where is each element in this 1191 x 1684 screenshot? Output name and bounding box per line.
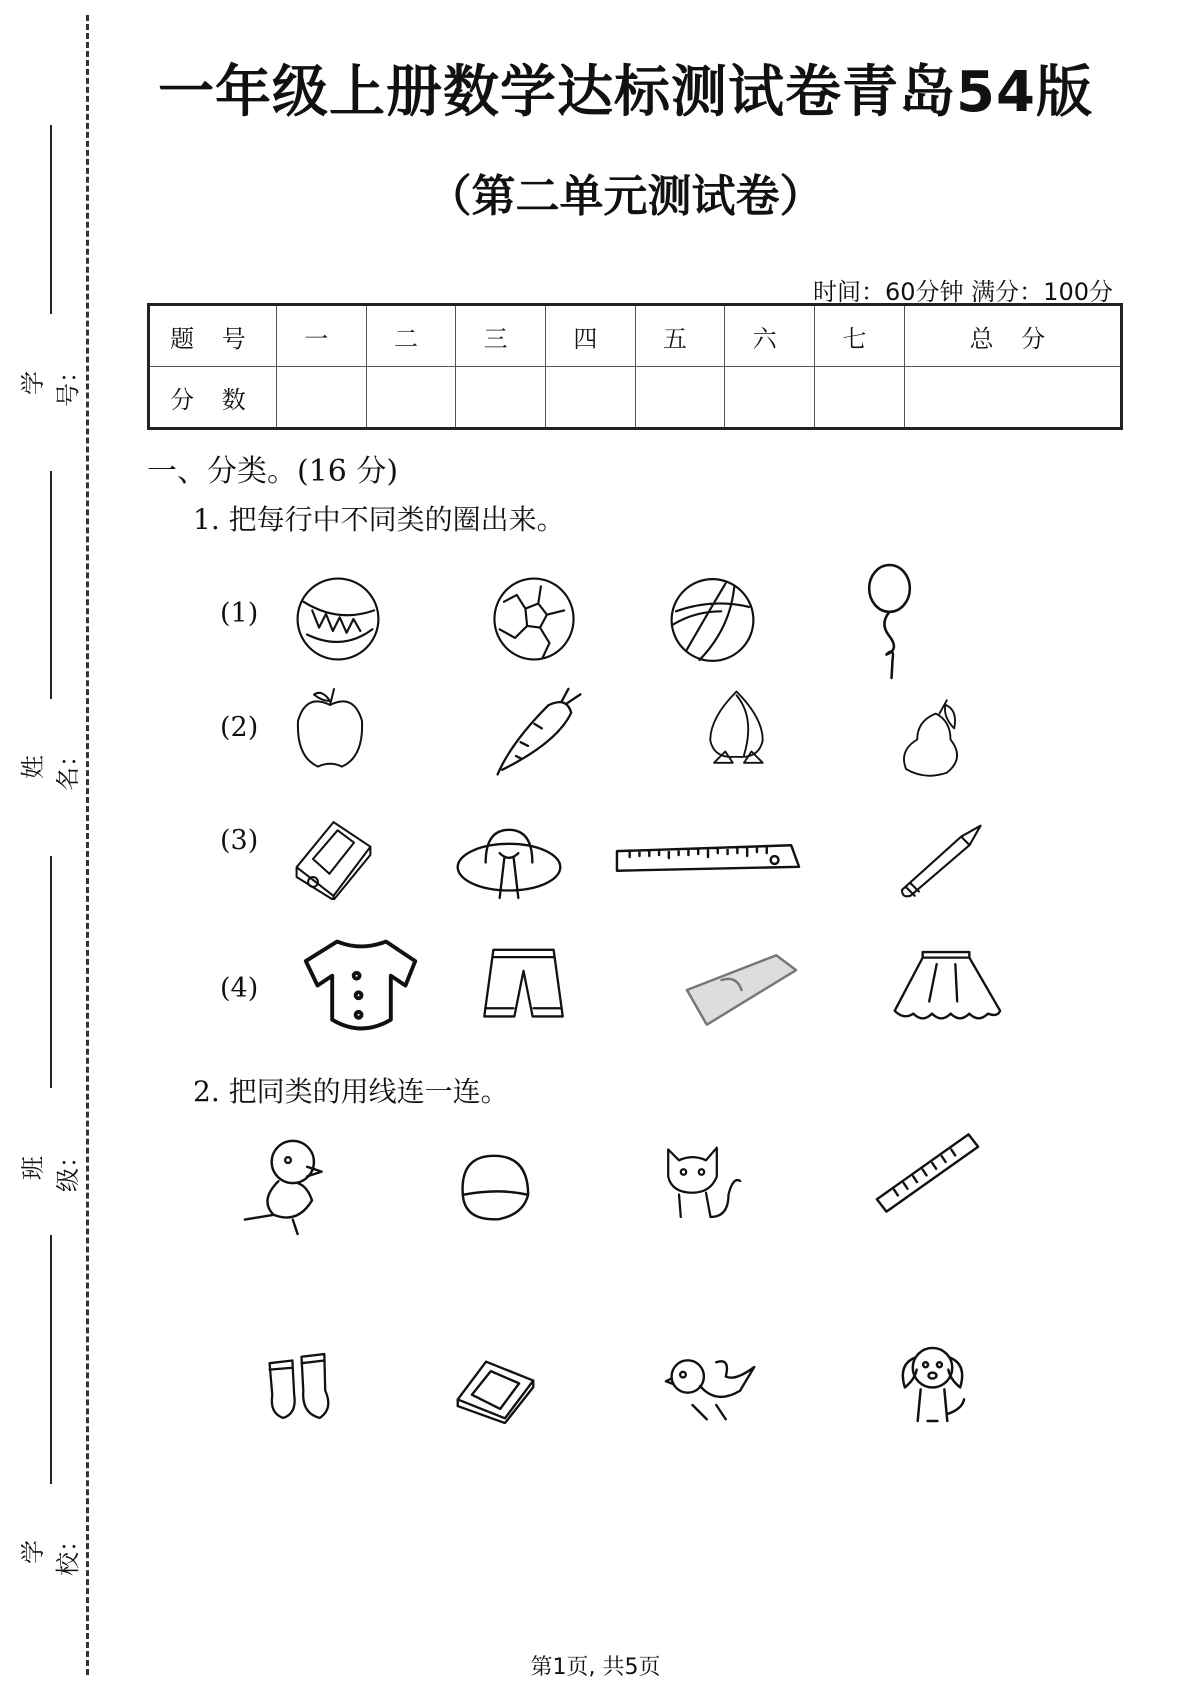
row-label: (3): [220, 825, 259, 856]
row-label: (4): [220, 973, 259, 1004]
book-icon: [453, 1356, 538, 1424]
ruler-icon: [615, 843, 801, 873]
table-header-cell: 一: [277, 305, 367, 367]
score-cell: [635, 367, 725, 429]
score-cell: [546, 367, 636, 429]
class-label: 班级：: [19, 1144, 82, 1192]
page-subtitle: （第二单元测试卷）: [427, 171, 824, 222]
sun-hat-icon: [453, 825, 565, 900]
puppy-icon: [893, 1340, 972, 1424]
striped-ball-icon: [295, 574, 381, 664]
score-cell: [725, 367, 815, 429]
flying-bird-icon: [663, 1348, 760, 1424]
socks-icon: [265, 1348, 338, 1424]
binding-dashed-line: [86, 15, 89, 1675]
soccer-ball-icon: [491, 574, 577, 664]
score-cell: [456, 367, 546, 429]
bird-icon: [240, 1132, 336, 1240]
class-line: [50, 856, 52, 1088]
ruler-icon-2: [875, 1132, 980, 1214]
peach-icon: [699, 684, 774, 774]
shorts-icon: [482, 948, 565, 1021]
name-line: [50, 471, 52, 699]
table-header-cell: 六: [725, 305, 815, 367]
score-cell: [366, 367, 456, 429]
score-cell: [277, 367, 367, 429]
question-2: 2. 把同类的用线连一连。: [193, 1075, 509, 1108]
table-header-cell: 三: [456, 305, 546, 367]
table-row: [149, 305, 1122, 367]
table-header-cell: 四: [546, 305, 636, 367]
table-header-cell: 题 号: [149, 305, 277, 367]
basketball-icon: [669, 576, 756, 664]
student-id-label: 学号：: [19, 359, 82, 407]
page-title: 一年级上册数学达标测试卷青岛54版: [158, 60, 1093, 125]
table-header-cell: 五: [635, 305, 725, 367]
section-heading: 一、分类。(16 分): [147, 454, 399, 489]
school-label: 学校：: [19, 1528, 82, 1576]
page-number: 第1页, 共5页: [530, 1655, 661, 1680]
cat-icon: [661, 1140, 742, 1222]
carrot-icon: [493, 684, 585, 782]
score-cell: [904, 367, 1121, 429]
exam-info: 时间：60分钟 满分：100分: [813, 278, 1113, 306]
blouse-icon: [298, 931, 425, 1040]
apple-icon: [290, 684, 370, 774]
table-row-label: 分 数: [149, 367, 277, 429]
table-header-cell: 二: [366, 305, 456, 367]
name-label: 姓名：: [19, 743, 82, 791]
table-row: [149, 367, 1122, 429]
cap-icon: [455, 1150, 533, 1225]
pear-icon: [895, 697, 969, 782]
school-line: [50, 1235, 52, 1484]
table-header-cell: 七: [815, 305, 905, 367]
question-1: 1. 把每行中不同类的圈出来。: [193, 503, 565, 536]
pencil-icon: [897, 824, 983, 900]
row-label: (2): [220, 712, 259, 743]
table-header-cell: 总 分: [904, 305, 1121, 367]
pencil-case-icon: [682, 950, 801, 1030]
score-table: [147, 303, 1123, 430]
row-label: (1): [220, 598, 259, 629]
balloon-icon: [864, 563, 915, 680]
skirt-icon: [890, 950, 1002, 1025]
score-cell: [815, 367, 905, 429]
pencil-sharpener-icon: [290, 818, 377, 900]
